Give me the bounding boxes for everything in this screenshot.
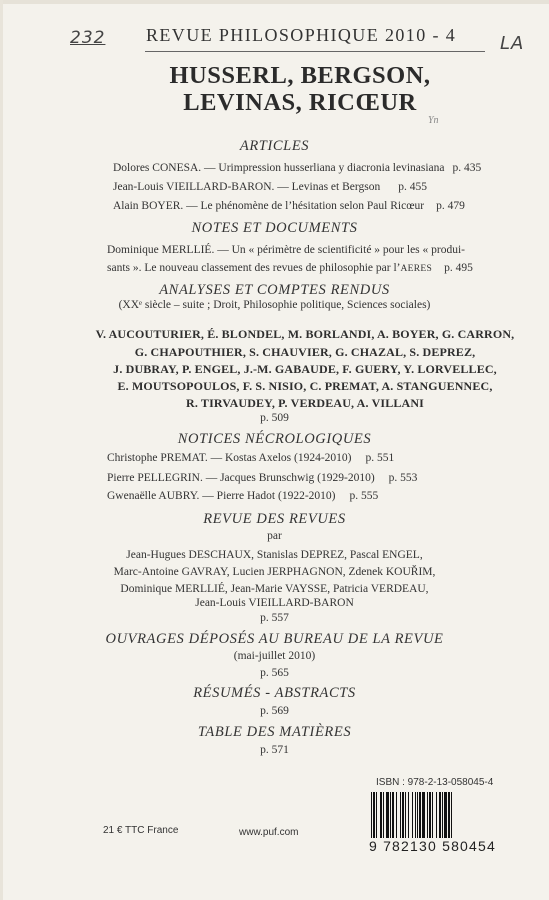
separator: — bbox=[274, 181, 292, 193]
notes-entry-acronym: AERES bbox=[400, 264, 433, 274]
ouvrages-page: p. 565 bbox=[260, 667, 289, 679]
revue-des-revues-line: Jean-Louis VIEILLARD-BARON bbox=[195, 597, 354, 609]
notes-entry-text: sants ». Le nouveau classement des revues de philosophie par l’ bbox=[107, 262, 401, 274]
separator: — bbox=[207, 452, 225, 464]
analyses-subheading: (XXᵉ siècle – suite ; Droit, Philosophie politique, Sciences sociales) bbox=[118, 299, 431, 311]
separator: — bbox=[201, 162, 219, 174]
analyses-authors-line: J. DUBRAY, P. ENGEL, J.-M. GABAUDE, F. GUERY, Y. LORVELLEC, bbox=[113, 362, 497, 376]
notice-entry bbox=[107, 472, 417, 484]
issue-title-line-1: HUSSERL, BERGSON, bbox=[169, 62, 431, 89]
revue-des-revues-par: par bbox=[267, 530, 282, 542]
article-title: Urimpression husserliana y diacronia levinasiana bbox=[218, 162, 445, 174]
barcode-bars bbox=[369, 792, 522, 838]
article-author: Jean-Louis VIEILLARD-BARON. bbox=[113, 181, 275, 193]
notice-author: Gwenaëlle AUBRY. bbox=[107, 490, 200, 502]
website-label: www.puf.com bbox=[239, 827, 299, 838]
analyses-authors-line: R. TIRVAUDEY, P. VERDEAU, A. VILLANI bbox=[186, 396, 424, 410]
analyses-authors-line: E. MOUTSOPOULOS, F. S. NISIO, C. PREMAT, A. STANGUENNEC, bbox=[117, 379, 493, 393]
article-page: p. 435 bbox=[452, 162, 482, 174]
article-page: p. 479 bbox=[436, 200, 465, 212]
section-heading-notes: NOTES ET DOCUMENTS bbox=[191, 220, 358, 236]
notes-entry-line-2 bbox=[107, 262, 473, 274]
section-heading-analyses: ANALYSES ET COMPTES RENDUS bbox=[159, 282, 390, 298]
issue-title-line-2: LEVINAS, RICŒUR bbox=[183, 89, 417, 116]
revue-des-revues-line: Marc-Antoine GAVRAY, Lucien JERPHAGNON, Zdenek KOUŘIM, bbox=[113, 566, 436, 578]
section-heading-ouvrages: OUVRAGES DÉPOSÉS AU BUREAU DE LA REVUE bbox=[105, 631, 444, 647]
article-author: Alain BOYER. bbox=[113, 200, 184, 212]
header-rule bbox=[145, 51, 485, 52]
page-top-edge bbox=[0, 0, 549, 4]
notice-title: Jacques Brunschwig (1929-2010) bbox=[220, 472, 375, 484]
article-author: Dolores CONESA. bbox=[113, 162, 202, 174]
handwritten-note-left: 232 bbox=[70, 28, 106, 48]
isbn-label: ISBN : 978-2-13-058045-4 bbox=[376, 777, 494, 788]
article-page: p. 455 bbox=[398, 181, 427, 193]
page-left-edge bbox=[0, 0, 3, 900]
notice-title: Pierre Hadot (1922-2010) bbox=[216, 490, 336, 502]
revue-des-revues-line: Dominique MERLLIÉ, Jean-Marie VAYSSE, Patricia VERDEAU, bbox=[120, 583, 429, 595]
notice-title: Kostas Axelos (1924-2010) bbox=[225, 452, 352, 464]
analyses-page: p. 509 bbox=[260, 412, 289, 424]
notice-page: p. 553 bbox=[388, 472, 418, 484]
analyses-authors-line: V. AUCOUTURIER, É. BLONDEL, M. BORLANDI, A. BOYER, G. CARRON, bbox=[95, 327, 515, 341]
article-entry bbox=[113, 200, 465, 212]
separator: — bbox=[199, 490, 217, 502]
handwritten-note-right: LA bbox=[500, 33, 525, 54]
section-heading-articles: ARTICLES bbox=[239, 138, 310, 154]
section-heading-revue-des-revues: REVUE DES REVUES bbox=[203, 511, 346, 527]
table-page: p. 571 bbox=[260, 744, 289, 756]
separator: — bbox=[202, 472, 221, 484]
article-title: Le phénomène de l’hésitation selon Paul Ricœur bbox=[200, 200, 425, 212]
ouvrages-dates: (mai-juillet 2010) bbox=[233, 650, 316, 662]
notice-page: p. 555 bbox=[349, 490, 379, 502]
notice-entry bbox=[107, 490, 378, 502]
article-entry bbox=[113, 181, 427, 193]
section-heading-table: TABLE DES MATIÈRES bbox=[197, 724, 352, 740]
revue-des-revues-line: Jean-Hugues DESCHAUX, Stanislas DEPREZ, Pascal ENGEL, bbox=[126, 549, 423, 561]
notes-entry-line-1: Dominique MERLLIÉ. — Un « périmètre de scientificité » pour les « produi- bbox=[107, 244, 466, 256]
article-entry bbox=[113, 162, 481, 174]
running-head: REVUE PHILOSOPHIQUE 2010 - 4 bbox=[146, 25, 457, 45]
resumes-page: p. 569 bbox=[260, 705, 289, 717]
barcode-digits: 9 782130 580454 bbox=[369, 838, 496, 854]
notes-entry-page: p. 495 bbox=[444, 262, 473, 274]
article-title: Levinas et Bergson bbox=[291, 181, 381, 193]
revue-des-revues-page: p. 557 bbox=[260, 612, 289, 624]
notice-page: p. 551 bbox=[365, 452, 395, 464]
analyses-authors-line: G. CHAPOUTHIER, S. CHAUVIER, G. CHAZAL, S. DEPREZ, bbox=[134, 345, 476, 359]
notice-entry bbox=[107, 452, 394, 464]
section-heading-resumes: RÉSUMÉS - ABSTRACTS bbox=[193, 685, 356, 701]
notice-author: Pierre PELLEGRIN. bbox=[107, 472, 203, 484]
separator: — bbox=[183, 200, 201, 212]
pencil-mark: Yn bbox=[428, 115, 439, 126]
issue-title bbox=[160, 62, 440, 116]
price-label: 21 € TTC France bbox=[103, 825, 179, 836]
notice-author: Christophe PREMAT. bbox=[107, 452, 208, 464]
section-heading-notices: NOTICES NÉCROLOGIQUES bbox=[177, 431, 372, 447]
